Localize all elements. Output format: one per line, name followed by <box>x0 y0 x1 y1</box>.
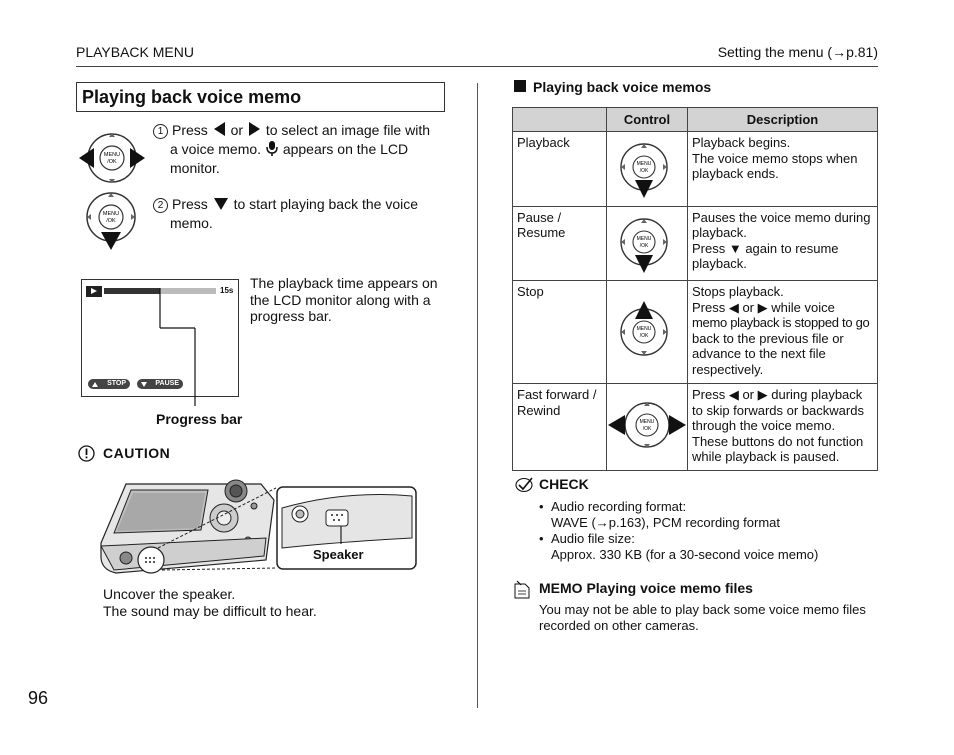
table-header-blank <box>513 108 607 132</box>
row-name: Pause / Resume <box>513 206 607 281</box>
row-description: Press ◀ or ▶ during playback to skip forwards or backwards through the voice memo. These buttons do not function while playback is paused. <box>688 384 878 471</box>
svg-text:MENU: MENU <box>639 419 655 426</box>
table-row <box>513 132 878 207</box>
memo-text: You may not be able to play back some voice memo files recorded on other cameras. <box>539 602 866 633</box>
page-number: 96 <box>28 688 49 708</box>
four-way-dial-left-right-icon <box>78 124 146 192</box>
left-arrow-icon <box>214 122 225 136</box>
row-description: Pauses the voice memo during playback. Press ▼ again to resume playback. <box>688 206 878 281</box>
row-description: Stops playback. Press ◀ or ▶ while voice memo playback is stopped to go back to the previous file or advance to the next file respectively. <box>688 281 878 384</box>
caution-label: CAUTION <box>103 445 171 461</box>
camera-speaker-illustration <box>96 478 421 578</box>
lcd-description: The playback time appears on the LCD monitor along with a progress bar. <box>250 275 438 324</box>
caution-text: Uncover the speaker. The sound may be difficult to hear. <box>103 586 317 619</box>
svg-text:/OK: /OK <box>639 168 649 174</box>
check-item: • Audio file size: Approx. 330 KB (for a 30-second voice memo) <box>539 531 819 562</box>
svg-text:/OK: /OK <box>107 159 117 165</box>
voice-memo-icon <box>265 141 279 156</box>
dial-down-icon <box>607 207 681 277</box>
svg-text:/OK: /OK <box>106 218 116 224</box>
check-item: • Audio recording format: WAVE (→p.163), PCM recording format <box>539 499 781 530</box>
svg-text:MENU: MENU <box>636 161 652 167</box>
down-arrow-icon <box>214 198 228 210</box>
caution-icon <box>78 445 95 462</box>
memo-label: MEMO Playing voice memo files <box>539 580 753 596</box>
table-header-control: Control <box>607 108 688 132</box>
svg-text:/OK: /OK <box>642 426 652 433</box>
progress-bar-callout <box>150 284 200 409</box>
row-name: Playback <box>513 132 607 207</box>
dial-cell <box>607 281 688 384</box>
heading-square-icon <box>514 80 526 92</box>
memo-icon <box>513 580 531 599</box>
table-row <box>513 206 878 281</box>
svg-text:MENU: MENU <box>636 235 652 242</box>
check-icon <box>514 476 534 493</box>
dial-cell <box>607 206 688 281</box>
svg-text:MENU: MENU <box>636 326 652 333</box>
table-header-description: Description <box>688 108 878 132</box>
row-name: Fast forward / Rewind <box>513 384 607 471</box>
column-divider <box>477 83 478 708</box>
running-header-reference: Setting the menu (→p.81) <box>717 44 878 60</box>
progress-bar-label: Progress bar <box>156 411 243 427</box>
pause-indicator: PAUSE <box>137 379 183 389</box>
row-description: Playback begins. The voice memo stops when playback ends. <box>688 132 878 207</box>
check-label: CHECK <box>539 476 589 492</box>
step-number: 2 <box>153 198 168 213</box>
svg-text:/OK: /OK <box>639 242 649 249</box>
svg-text:MENU: MENU <box>103 152 121 158</box>
running-header-section: PLAYBACK MENU <box>76 44 194 60</box>
step-number: 1 <box>153 124 168 139</box>
table-row <box>513 281 878 384</box>
row-name: Stop <box>513 281 607 384</box>
step-2-text: 2 Press to start playing back the voice memo. <box>153 195 443 233</box>
section-title: Playing back voice memo <box>76 82 445 112</box>
dial-cell <box>607 384 688 471</box>
table-row <box>513 384 878 471</box>
playback-time: 15s <box>220 286 234 295</box>
four-way-dial-down-icon <box>84 190 138 252</box>
right-arrow-icon <box>249 122 260 136</box>
voice-memo-controls-table <box>512 107 878 471</box>
dial-up-icon <box>607 295 681 365</box>
svg-text:/OK: /OK <box>639 333 649 340</box>
stop-indicator: STOP <box>88 379 130 389</box>
dial-left-right-icon <box>607 395 687 455</box>
dial-cell <box>607 132 688 207</box>
step-1-text: 1 Press or to select an image file with a voice memo. appears on the LCD monitor. <box>153 121 443 178</box>
dial-down-icon <box>607 132 681 202</box>
play-mode-icon <box>86 286 102 297</box>
speaker-label: Speaker <box>313 547 364 562</box>
voice-memo-controls-heading: Playing back voice memos <box>533 79 712 95</box>
svg-text:MENU: MENU <box>102 211 120 217</box>
header-rule <box>76 66 878 67</box>
